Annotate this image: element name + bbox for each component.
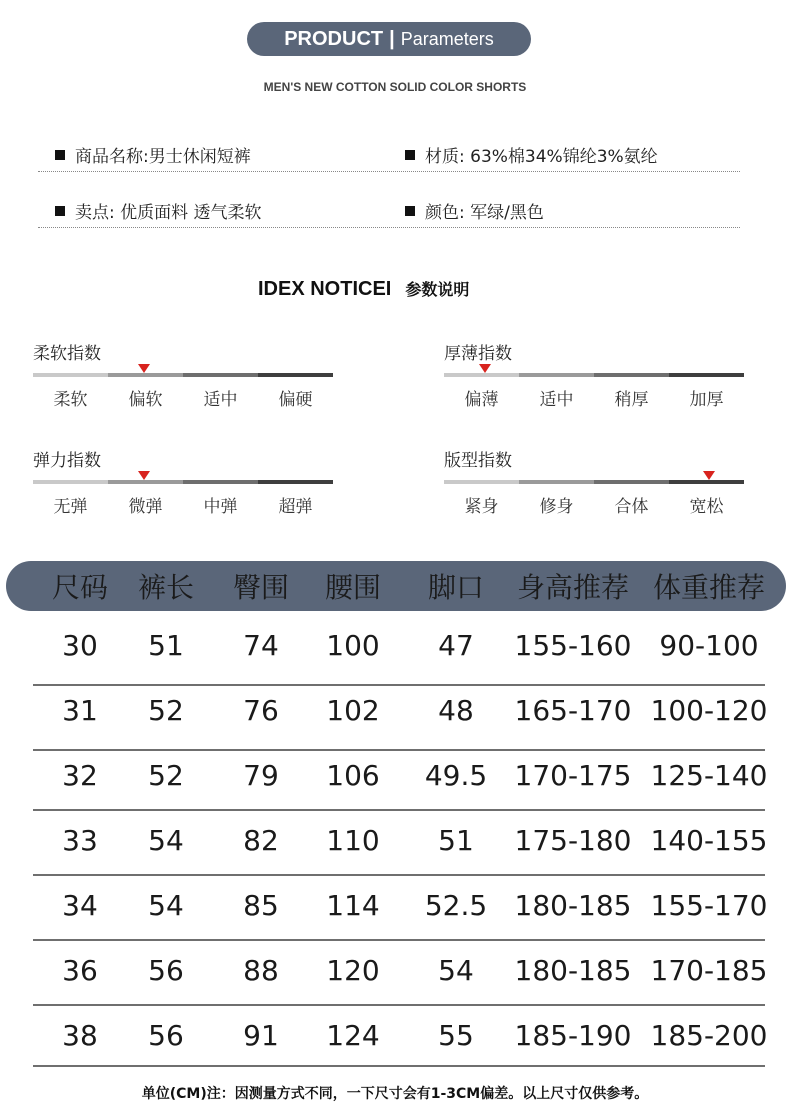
table-row [33, 873, 768, 938]
scale-name: 版型指数 [444, 451, 512, 471]
table-cell: 31 [62, 694, 98, 727]
table-cell: 185-190 [514, 1019, 632, 1052]
scale-marker-icon [138, 364, 150, 373]
attr-text: 材质: 63%棉34%锦纶3%氨纶 [425, 147, 658, 167]
table-cell: 30 [62, 629, 98, 662]
banner-separator: | [389, 27, 395, 50]
attr-text: 卖点: 优质面料 透气柔软 [75, 203, 262, 223]
row-divider [33, 684, 765, 686]
notice-title-zh: 参数说明 [405, 280, 470, 299]
header-cell: 臀围 [232, 571, 289, 604]
table-cell: 106 [326, 759, 380, 792]
table-cell: 185-200 [650, 1019, 768, 1052]
table-cell: 100 [326, 629, 380, 662]
header-cell: 身高推荐 [516, 571, 629, 604]
scale-label: 偏软 [128, 390, 163, 410]
table-cell: 33 [62, 824, 98, 857]
table-cell: 140-155 [650, 824, 768, 857]
scale-name: 柔软指数 [33, 344, 101, 364]
table-cell: 114 [326, 889, 380, 922]
attr-selling-point [55, 198, 262, 223]
attr-color [405, 198, 544, 223]
table-cell: 54 [148, 824, 184, 857]
row-divider [33, 1004, 765, 1006]
table-cell: 120 [326, 954, 380, 987]
table-cell: 125-140 [650, 759, 768, 792]
bullet-square-icon [55, 150, 65, 160]
row-divider [33, 749, 765, 751]
divider [38, 227, 740, 228]
row-divider [33, 939, 765, 941]
table-cell: 32 [62, 759, 98, 792]
scale-label: 无弹 [53, 497, 88, 517]
scale-marker-icon [479, 364, 491, 373]
attr-material [405, 142, 658, 167]
scale-label: 偏薄 [464, 390, 499, 410]
table-cell: 155-170 [650, 889, 768, 922]
table-cell: 48 [438, 694, 474, 727]
table-row [33, 743, 768, 808]
scale-label: 柔软 [53, 390, 88, 410]
table-cell: 88 [243, 954, 279, 987]
scale-label: 微弹 [128, 497, 163, 517]
table-cell: 56 [148, 954, 184, 987]
table-row [33, 613, 765, 678]
table-cell: 76 [243, 694, 279, 727]
scale-label: 紧身 [464, 497, 499, 517]
table-cell: 38 [62, 1019, 98, 1052]
attr-product-name [55, 142, 251, 167]
scale-bar [33, 480, 333, 484]
table-cell: 36 [62, 954, 98, 987]
banner-title-bold: PRODUCT [284, 27, 384, 50]
table-cell: 52 [148, 759, 184, 792]
table-cell: 56 [148, 1019, 184, 1052]
table-cell: 90-100 [659, 629, 759, 662]
table-cell: 110 [326, 824, 380, 857]
scale-bar [33, 373, 333, 377]
bullet-square-icon [405, 206, 415, 216]
table-cell: 170-185 [650, 954, 768, 987]
scale-bar [444, 373, 744, 377]
divider [38, 171, 740, 172]
scale-label: 中弹 [203, 497, 238, 517]
header-cell: 裤长 [137, 571, 194, 604]
table-cell: 51 [438, 824, 474, 857]
row-divider [33, 1065, 765, 1067]
table-cell: 55 [438, 1019, 474, 1052]
product-subtitle: MEN'S NEW COTTON SOLID COLOR SHORTS [263, 80, 527, 94]
size-footnote: 单位(CM)注：因测量方式不同，一下尺寸会有1-3CM偏差。以上尺寸仅供参考。 [141, 1086, 649, 1102]
scale-label: 修身 [539, 497, 574, 517]
notice-heading [258, 277, 469, 301]
table-cell: 91 [243, 1019, 279, 1052]
header-cell: 体重推荐 [652, 571, 765, 604]
attr-text: 颜色: 军绿/黑色 [425, 203, 544, 223]
table-cell: 82 [243, 824, 279, 857]
scale-label: 偏硬 [278, 390, 313, 410]
table-cell: 49.5 [424, 759, 488, 792]
scale-bar [444, 480, 744, 484]
scale-label: 适中 [539, 390, 574, 410]
table-cell: 85 [243, 889, 279, 922]
size-table-header [6, 561, 786, 611]
row-divider [33, 809, 765, 811]
scale-label: 合体 [614, 497, 649, 517]
scale-label: 稍厚 [614, 390, 649, 410]
notice-title-en: IDEX NOTICEI [258, 278, 392, 300]
table-cell: 124 [326, 1019, 380, 1052]
header-cell: 尺码 [51, 571, 108, 604]
scale-label: 适中 [203, 390, 238, 410]
scale-label: 加厚 [689, 390, 724, 410]
scale-name: 弹力指数 [33, 451, 101, 471]
table-row [33, 938, 768, 1003]
table-row [33, 808, 768, 873]
table-cell: 170-175 [514, 759, 632, 792]
table-row [33, 1003, 768, 1068]
bullet-square-icon [405, 150, 415, 160]
table-cell: 79 [243, 759, 279, 792]
table-cell: 51 [148, 629, 184, 662]
table-row [33, 678, 768, 743]
table-cell: 52.5 [424, 889, 488, 922]
table-cell: 100-120 [650, 694, 768, 727]
scale-name: 厚薄指数 [444, 344, 512, 364]
header-cell: 腰围 [324, 571, 381, 604]
product-parameters-banner [247, 22, 531, 56]
table-cell: 54 [148, 889, 184, 922]
scale-label: 超弹 [278, 497, 313, 517]
table-cell: 102 [326, 694, 380, 727]
scale-marker-icon [703, 471, 715, 480]
table-cell: 54 [438, 954, 474, 987]
bullet-square-icon [55, 206, 65, 216]
table-cell: 34 [62, 889, 98, 922]
scale-label: 宽松 [689, 497, 724, 517]
table-cell: 165-170 [514, 694, 632, 727]
table-cell: 155-160 [514, 629, 632, 662]
table-cell: 175-180 [514, 824, 632, 857]
header-cell: 脚口 [427, 571, 484, 604]
row-divider [33, 874, 765, 876]
table-cell: 180-185 [514, 954, 632, 987]
banner-title-light: Parameters [400, 28, 494, 49]
table-cell: 52 [148, 694, 184, 727]
scale-marker-icon [138, 471, 150, 480]
table-cell: 47 [438, 629, 474, 662]
attr-text: 商品名称:男士休闲短裤 [75, 147, 251, 167]
table-cell: 180-185 [514, 889, 632, 922]
table-cell: 74 [243, 629, 279, 662]
